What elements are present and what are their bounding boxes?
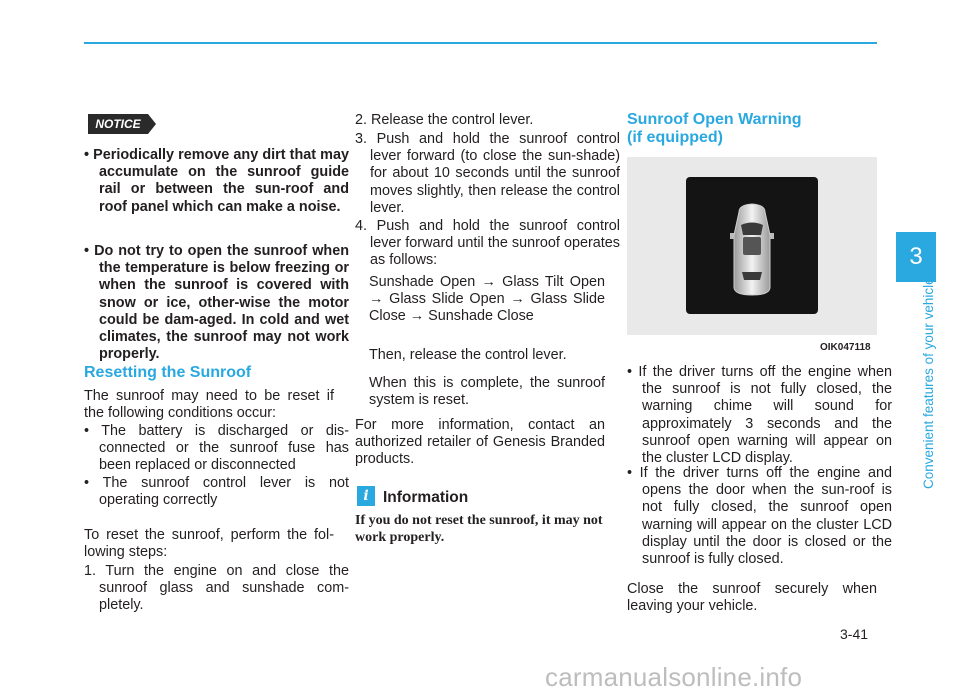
warning-heading: Sunroof Open Warning (if equipped) <box>627 111 802 146</box>
info-title: Information <box>383 489 469 506</box>
condition-item: • The sunroof control lever is not operating correctly <box>84 475 349 509</box>
closing-text: Close the sunroof securely when leaving your vehicle. <box>627 581 877 615</box>
contact-text: For more information, contact an authorized retailer of Genesis Branded products. <box>355 417 605 468</box>
notice-item: • Periodically remove any dirt that may accumulate on the sunroof guide rail or between the sun-roof and roof panel which can make a noise. <box>84 147 349 215</box>
step-item: 2. Release the control lever. <box>355 112 534 128</box>
notice-badge: NOTICE <box>88 114 148 134</box>
notice-item: • Do not try to open the sunroof when the temperature is below freezing or when the sunroof is covered with snow or ice, other-wise the motor could be dam-aged. In cold and wet climates, the sunroof may not work properly. <box>84 243 349 363</box>
chapter-tab: 3 <box>896 232 936 282</box>
resetting-heading: Resetting the Sunroof <box>84 364 252 381</box>
step-item: 1. Turn the engine on and close the sunroof glass and sunshade com-pletely. <box>84 563 349 614</box>
cluster-display <box>686 177 818 314</box>
resetting-intro: The sunroof may need to be reset if the following conditions occur: <box>84 388 334 422</box>
step-item: 4. Push and hold the sunroof control lever forward until the sunroof operates as follows: <box>355 218 620 269</box>
warning-item: • If the driver turns off the engine when the sunroof is not fully closed, the warning chime will sound for approximately 3 seconds and the sunroof open warning will appear on the cluster LCD display. <box>627 364 892 467</box>
complete-text: When this is complete, the sunroof system is reset. <box>369 375 605 409</box>
steps-intro: To reset the sunroof, perform the fol-lowing steps: <box>84 527 334 561</box>
info-text: If you do not reset the sunroof, it may not work properly. <box>355 513 603 545</box>
image-code: OIK047118 <box>820 342 871 353</box>
warning-item: • If the driver turns off the engine and opens the door when the sun-roof is not fully closed, the sunroof open warning will appear on the cluster LCD display until the door is closed or the sunroof is fully closed. <box>627 465 892 568</box>
top-rule <box>84 42 877 44</box>
release-text: Then, release the control lever. <box>369 347 567 363</box>
car-top-view-icon <box>686 177 818 314</box>
condition-item: • The battery is discharged or dis-connected or the sunroof fuse has been replaced or disconnected <box>84 423 350 474</box>
step-item: 3. Push and hold the sunroof control lever forward (to close the sun-shade) for about 10 seconds until the sunroof moves slightly, then release the control lever. <box>355 131 620 216</box>
watermark: carmanualsonline.info <box>545 662 803 692</box>
info-icon: i <box>357 486 375 506</box>
sequence-text: Sunshade Open → Glass Tilt Open → Glass Slide Open → Glass Slide Close → Sunshade Close <box>369 274 605 325</box>
chapter-title: Convenient features of your vehicle <box>921 277 936 489</box>
page-number: 3-41 <box>840 626 869 642</box>
